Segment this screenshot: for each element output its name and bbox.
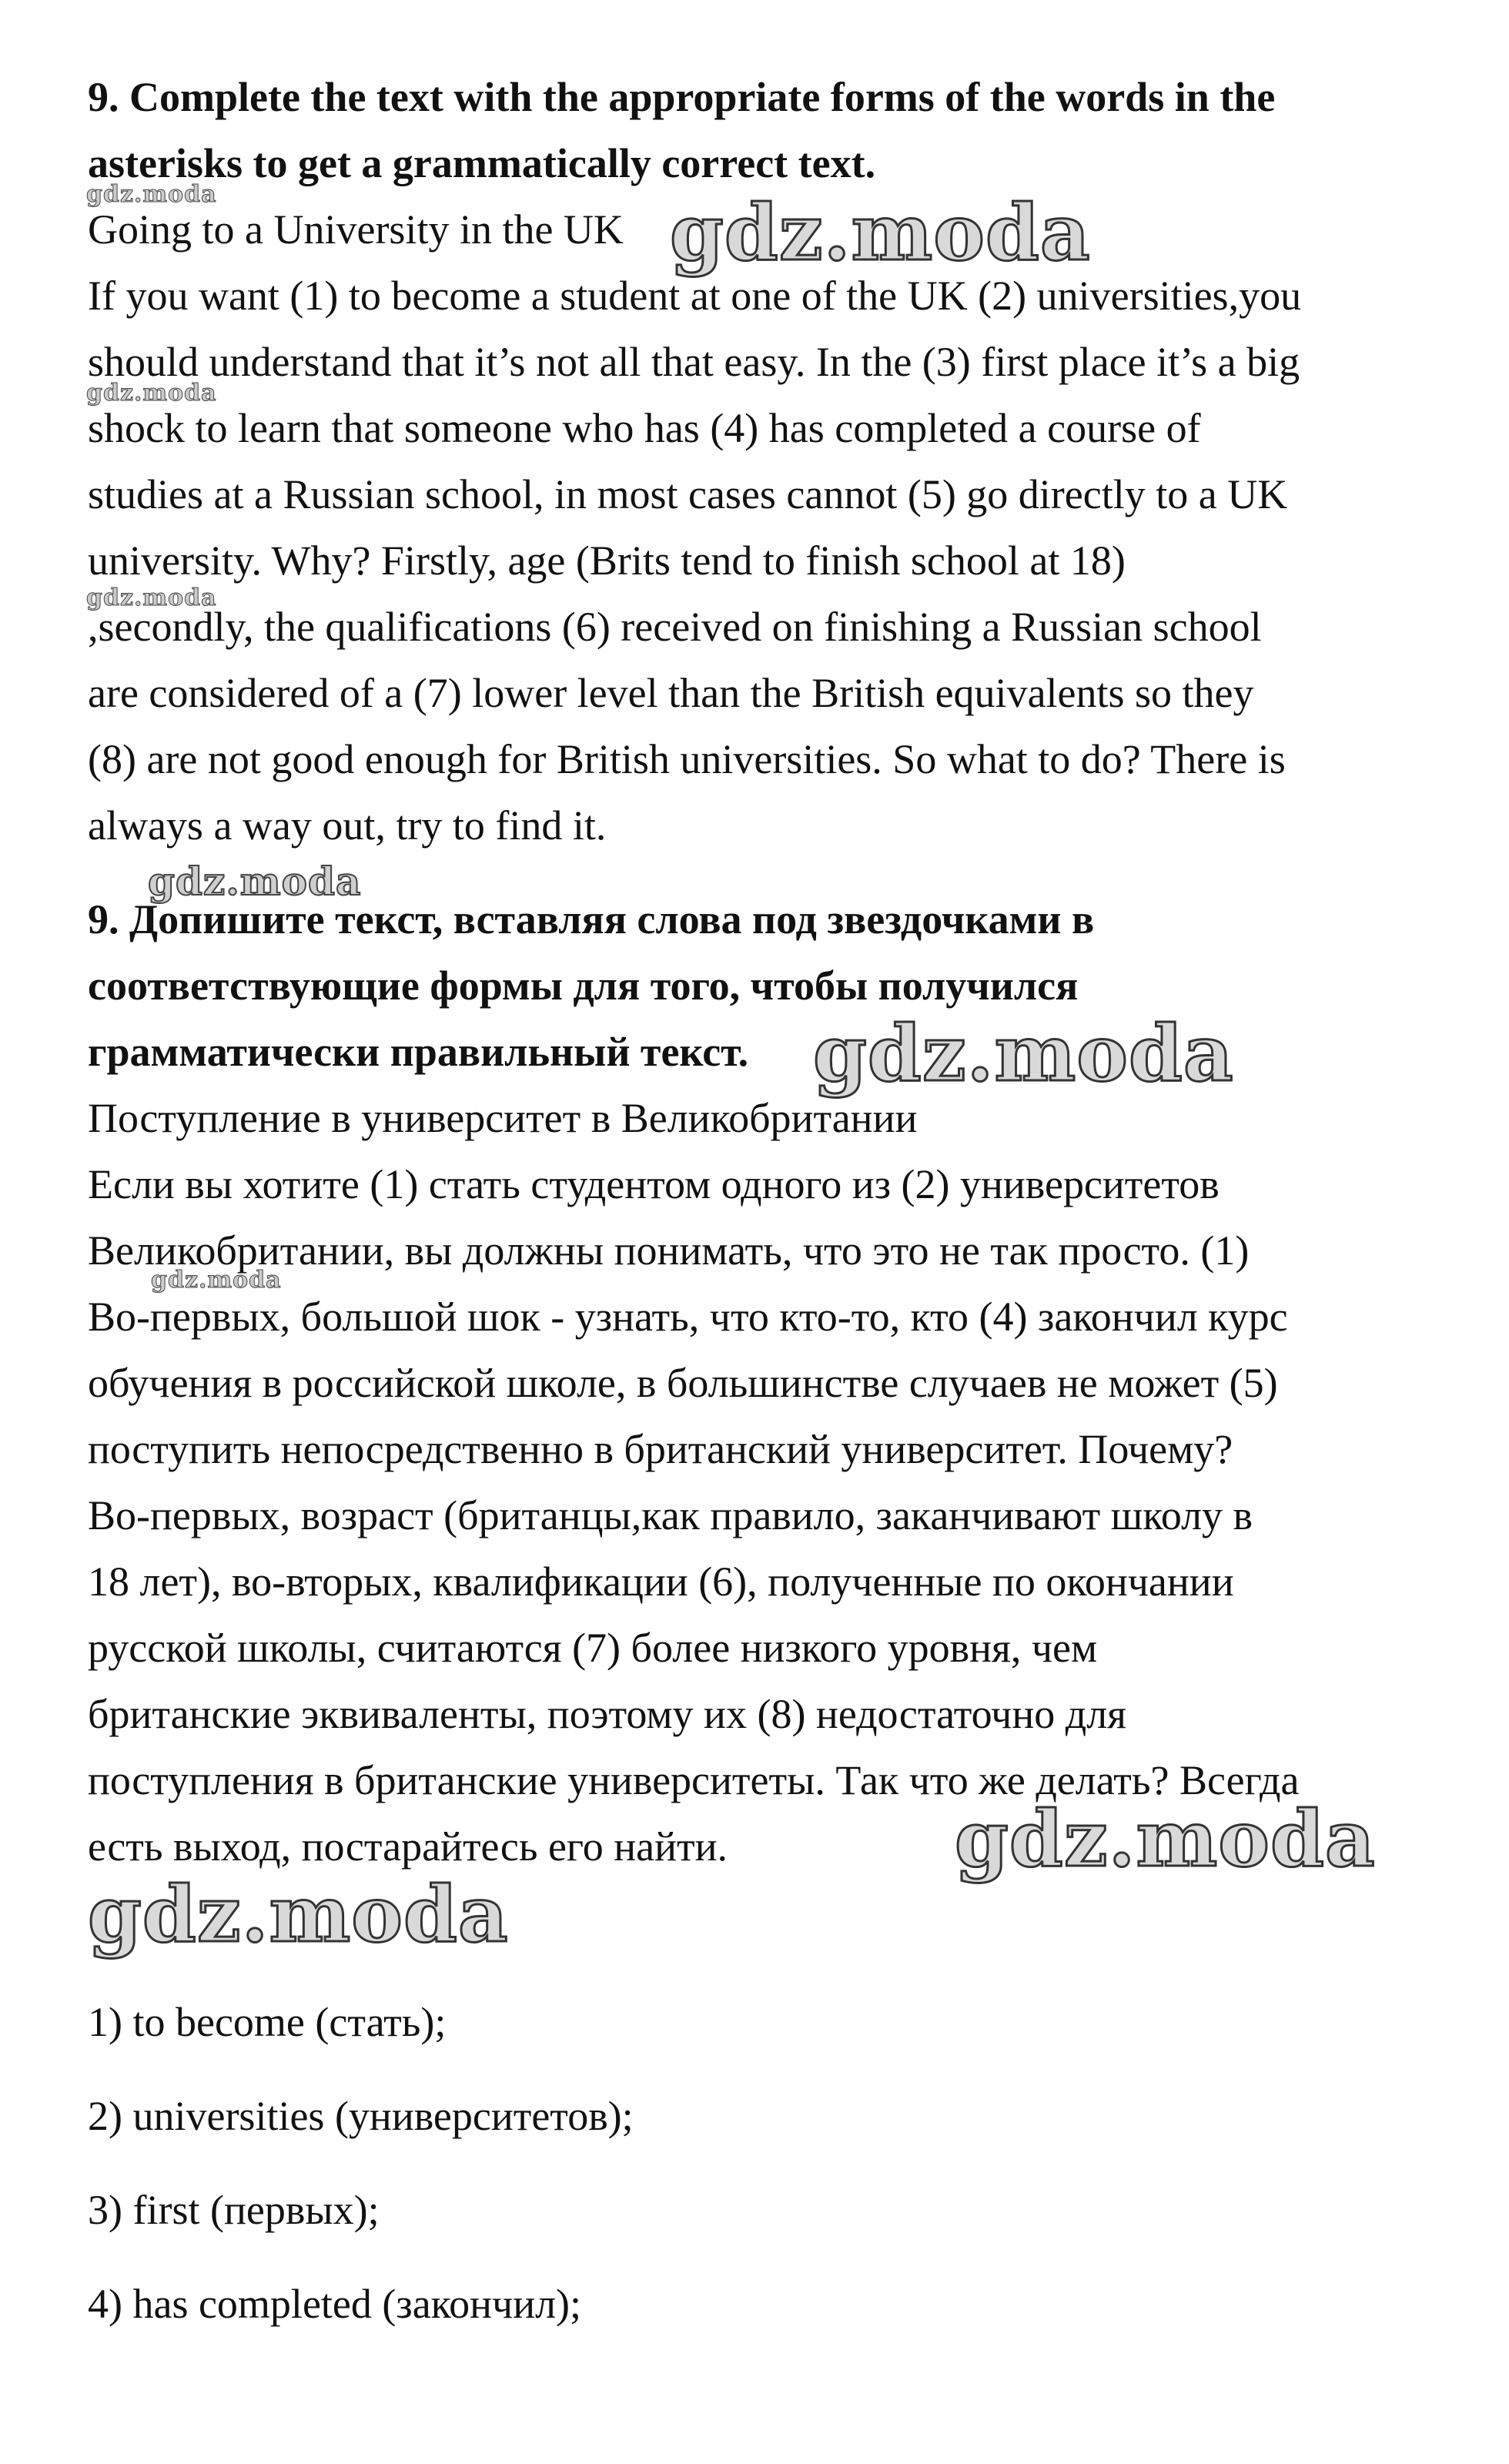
task-ru-heading-line-2: соответствующие формы для того, чтобы получился: [88, 962, 1079, 1009]
task-ru-body-line: поступить непосредственно в британский университет. Почему?: [88, 1426, 1233, 1472]
task-ru-heading-line-1: 9. Допишите текст, вставляя слова под звездочками в: [88, 896, 1095, 942]
answer-item: 4) has completed (закончил);: [88, 2281, 582, 2327]
task-en-body-line: are considered of a (7) lower level than the British equivalents so they: [88, 670, 1254, 716]
task-ru-body-line: Если вы хотите (1) стать студентом одного из (2) университетов: [88, 1161, 1220, 1207]
watermark-logo: gdz.moda: [86, 380, 217, 407]
task-en-body-line: If you want (1) to become a student at one of the UK (2) universities,you: [88, 273, 1302, 319]
task-en-body-line: shock to learn that someone who has (4) has completed a course of: [88, 405, 1201, 451]
task-ru-body-line: британские эквиваленты, поэтому их (8) недостаточно для: [88, 1691, 1126, 1737]
task-en-body-line: university. Why? Firstly, age (Brits tend to finish school at 18): [88, 537, 1126, 584]
task-ru-title: Поступление в университет в Великобритании: [88, 1095, 918, 1141]
task-en-body-line: ,secondly, the qualifications (6) received on finishing a Russian school: [88, 604, 1262, 650]
answer-item: 1) to become (стать);: [88, 1999, 447, 2045]
task-en-body-line: should understand that it’s not all that easy. In the (3) first place it’s a big: [88, 339, 1300, 385]
watermark-logo: gdz.moda: [88, 1869, 509, 1960]
task-ru-body-line: есть выход, постарайтесь его найти.: [88, 1823, 728, 1870]
task-ru-body-line: русской школы, считаются (7) более низкого уровня, чем: [88, 1625, 1098, 1671]
watermark-logo: gdz.moda: [813, 1008, 1234, 1099]
task-ru-body-line: обучения в российской школе, в большинстве случаев не может (5): [88, 1360, 1278, 1406]
task-ru-heading-line-3: грамматически правильный текст.: [88, 1029, 749, 1075]
task-ru-body-line: Великобритании, вы должны понимать, что это не так просто. (1): [88, 1227, 1250, 1274]
task-en-body-line: studies at a Russian school, in most cases cannot (5) go directly to a UK: [88, 471, 1288, 517]
watermark-logo: gdz.moda: [148, 859, 362, 904]
answer-item: 2) universities (университетов);: [88, 2093, 634, 2139]
watermark-logo: gdz.moda: [86, 584, 217, 611]
watermark-logo: gdz.moda: [86, 181, 217, 208]
answer-item: 3) first (первых);: [88, 2187, 380, 2233]
task-ru-body-line: 18 лет), во-вторых, квалификации (6), полученные по окончании: [88, 1558, 1234, 1605]
task-en-title: Going to a University in the UK: [88, 206, 624, 253]
watermark-logo: gdz.moda: [955, 1793, 1376, 1884]
task-en-heading-line-1: 9. Complete the text with the appropriate forms of the words in the: [88, 74, 1276, 120]
task-ru-body-line: Во-первых, возраст (британцы,как правило, заканчивают школу в: [88, 1492, 1253, 1538]
task-ru-body-line: поступления в британские университеты. Так что же делать? Всегда: [88, 1757, 1300, 1803]
task-en-body-line: (8) are not good enough for British universities. So what to do? There is: [88, 736, 1286, 782]
watermark-logo: gdz.moda: [151, 1267, 282, 1294]
task-ru-body-line: Во-первых, большой шок - узнать, что кто-то, кто (4) закончил курс: [88, 1294, 1288, 1340]
task-en-body-line: always a way out, try to find it.: [88, 802, 607, 849]
watermark-logo: gdz.moda: [670, 187, 1091, 278]
task-en-heading-line-2: asterisks to get a grammatically correct text.: [88, 140, 876, 186]
